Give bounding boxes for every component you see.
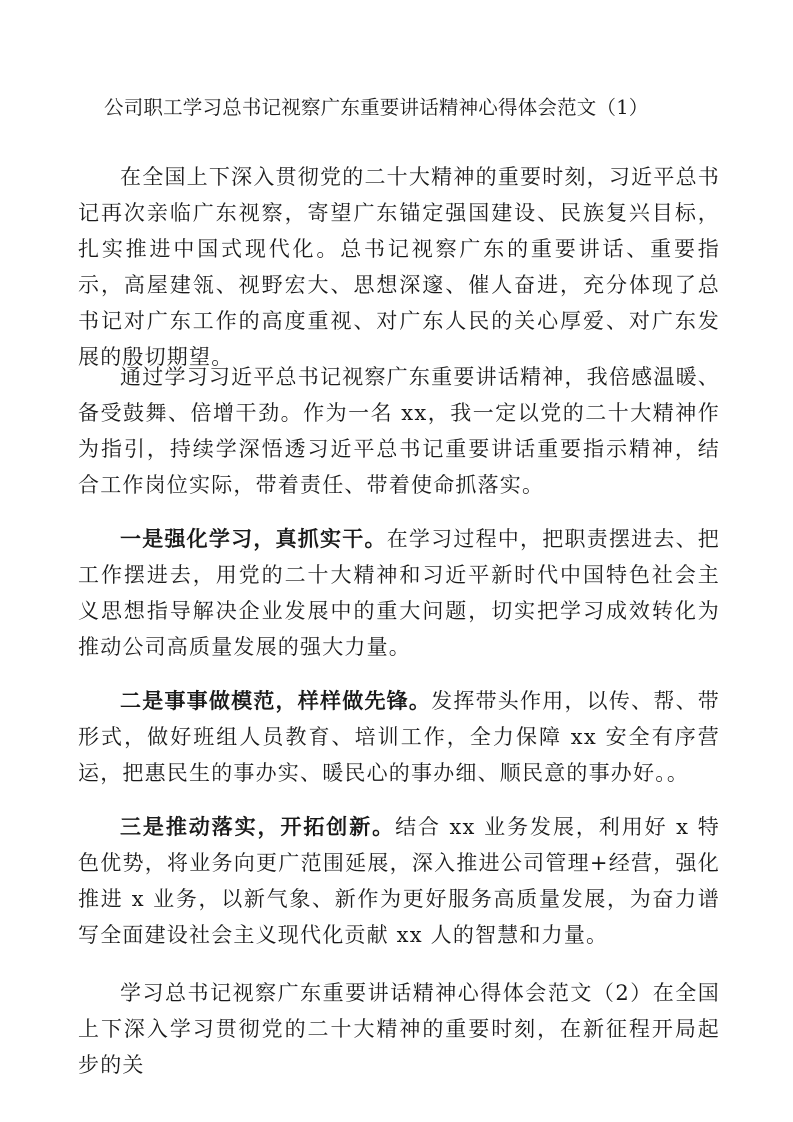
paragraph-commitment	[78, 359, 720, 503]
paragraph-lead-heading: 一是强化学习，真抓实干。	[120, 527, 387, 551]
paragraph-text: 发挥带头作用，以传、帮、带形式，做好班组人员教育、培训工作，全力保障 xx 安全有序营运，把惠民生的事办实、暖民心的事办细、顺民意的事办好。。	[78, 689, 720, 785]
paragraph-text: 在全国上下深入贯彻党的二十大精神的重要时刻，习近平总书记再次亲临广东视察，寄望广东锚定强国建设、民族复兴目标，扎实推进中国式现代化。总书记视察广东的重要讲话、重要指示，高屋建瓴、视野宏大、思想深邃、催人奋进，充分体现了总书记对广东工作的高度重视、对广东人民的关心厚爱、对广东发展的殷切期望。	[78, 165, 720, 369]
paragraph-second-article-start	[78, 975, 720, 1083]
paragraph-intro	[78, 159, 720, 375]
paragraph-lead-heading: 三是推动落实，开拓创新。	[120, 815, 396, 839]
paragraph-text: 通过学习习近平总书记视察广东重要讲话精神，我倍感温暖、备受鼓舞、倍增干劲。作为一名 xx，我一定以党的二十大精神作为指引，持续学深悟透习近平总书记重要讲话重要指示精神，结合工作岗位实际，带着责任、带着使命抓落实。	[78, 365, 720, 497]
paragraph-text: 在学习过程中，把职责摆进去、把工作摆进去，用党的二十大精神和习近平新时代中国特色社会主义思想指导解决企业发展中的重大问题，切实把学习成效转化为推动公司高质量发展的强大力量。	[78, 527, 721, 659]
paragraph-point-three	[78, 809, 720, 953]
paragraph-point-two	[78, 683, 720, 791]
document-title: 公司职工学习总书记视察广东重要讲话精神心得体会范文（1）	[104, 96, 649, 119]
paragraph-text: 结合 xx 业务发展，利用好 x 特色优势，将业务向更广范围延展，深入推进公司管理+经营，强化推进 x 业务，以新气象、新作为更好服务高质量发展，为奋力谱写全面建设社会主义现代化贡献 xx 人的智慧和力量。	[78, 815, 720, 947]
paragraph-lead-heading: 二是事事做模范，样样做先锋。	[120, 689, 432, 713]
paragraph-text: 学习总书记视察广东重要讲话精神心得体会范文（2）在全国上下深入学习贯彻党的二十大精神的重要时刻，在新征程开局起步的关	[78, 981, 720, 1077]
paragraph-point-one	[78, 521, 720, 665]
